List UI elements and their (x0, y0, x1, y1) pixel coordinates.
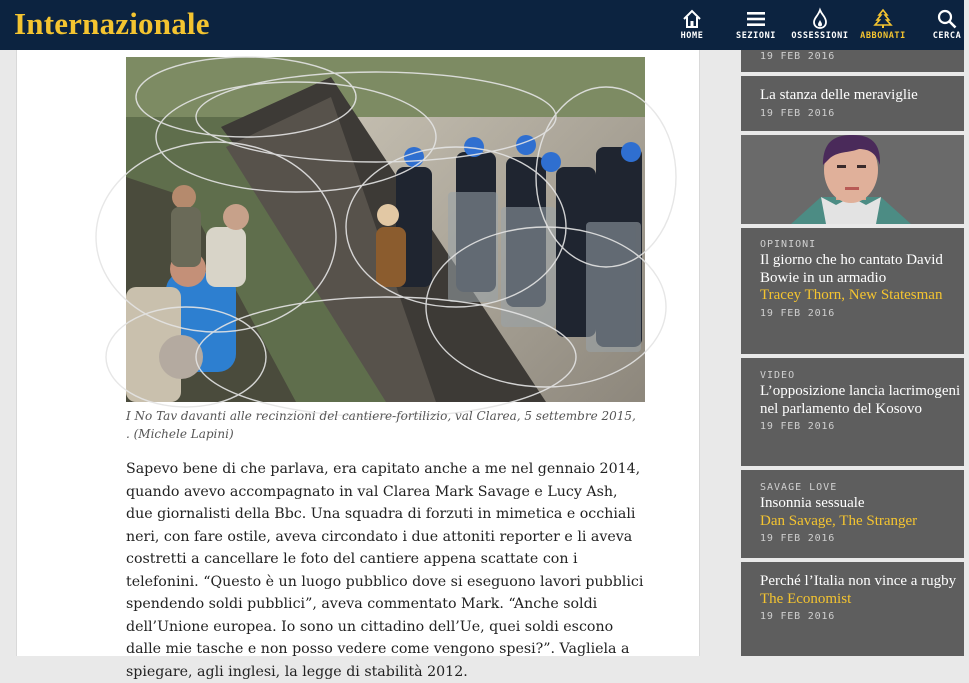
divider (741, 466, 964, 470)
nav-cerca-label: CERCA (932, 31, 962, 41)
top-navigation-bar (0, 0, 964, 50)
card-kicker: VIDEO (760, 370, 796, 381)
sidebar-card[interactable] (741, 482, 964, 544)
sidebar-card[interactable] (741, 239, 964, 319)
card-date: 19 FEB 2016 (760, 421, 836, 432)
sidebar-card[interactable] (741, 573, 964, 622)
nav-ossessioni-label: OSSESSIONI (791, 31, 849, 41)
card-author[interactable]: Tracey Thorn, New Statesman (760, 287, 943, 303)
divider (741, 354, 964, 358)
card-date: 19 FEB 2016 (760, 307, 836, 319)
card-date: 19 FEB 2016 (760, 51, 836, 62)
sidebar-card[interactable] (741, 370, 964, 432)
sidebar-top-date (741, 48, 964, 62)
home-icon (682, 9, 702, 29)
site-logo[interactable]: Internazionale (14, 6, 210, 41)
divider (741, 558, 964, 562)
nav-abbonati[interactable] (855, 0, 911, 50)
card-title[interactable]: L’opposizione lancia lacrimogeni nel parlamento del Kosovo (760, 383, 961, 417)
menu-icon (746, 9, 766, 29)
nav-cerca[interactable] (925, 0, 969, 50)
nav-abbonati-label: ABBONATI (860, 31, 906, 41)
tree-icon (873, 9, 893, 29)
article-body (16, 50, 700, 680)
search-icon (937, 9, 957, 29)
card-kicker: OPINIONI (760, 239, 817, 250)
card-title[interactable]: Insonnia sessuale (760, 495, 865, 511)
article-paragraph: Sapevo bene di che parlava, era capitato anche a me nel gennaio 2014, quando avevo accompagnato in val Clarea Mark Savage e Lucy Ash, due giornalisti della Bbc. Una squadra di forzuti in mimetica e occhiali neri, con fare ostile, aveva circondato i due attoniti reporter e li aveva costretti a cancellare le foto del cantiere appena scattate con i telefonini. “Questo è un luogo pubblico dove si eseguono lavori pubblici spendendo soldi pubblici”, aveva commentato Mark. “Anche soldi dell’Unione europea. Io sono un cittadino dell’Ue, quei soldi escono dalle mie tasche e non posso vedere come vengono spesi?”. Vagliela a spiegare, agli inglesi, la legge di stabilità 2012. (126, 461, 644, 680)
card-date: 19 FEB 2016 (760, 533, 836, 544)
nav-home[interactable] (672, 0, 712, 50)
card-date: 19 FEB 2016 (760, 611, 836, 622)
sidebar-card[interactable] (741, 87, 964, 119)
divider (741, 224, 964, 228)
card-kicker: SAVAGE LOVE (760, 482, 838, 493)
card-title[interactable]: Il giorno che ho cantato David Bowie in un armadio (760, 252, 943, 286)
card-author[interactable]: The Economist (760, 590, 852, 607)
nav-sezioni-label: SEZIONI (735, 31, 777, 41)
portrait-illustration (741, 135, 964, 224)
photo-caption: I No Tav davanti alle recinzioni del cantiere-fortilizio, val Clarea, 5 settembre 2015, . (Michele Lapini) (126, 409, 636, 441)
article-photo (126, 57, 645, 402)
nav-home-label: HOME (680, 31, 704, 41)
card-title[interactable]: Perché l’Italia non vince a rugby (760, 573, 957, 589)
sidebar-related (741, 50, 964, 656)
nav-sezioni[interactable] (731, 0, 781, 50)
card-date: 19 FEB 2016 (760, 107, 836, 119)
nav-ossessioni[interactable] (788, 0, 852, 50)
flame-icon (810, 9, 830, 29)
card-title[interactable]: La stanza delle meraviglie (760, 87, 918, 103)
card-author[interactable]: Dan Savage, The Stranger (760, 512, 918, 529)
divider (741, 72, 964, 76)
